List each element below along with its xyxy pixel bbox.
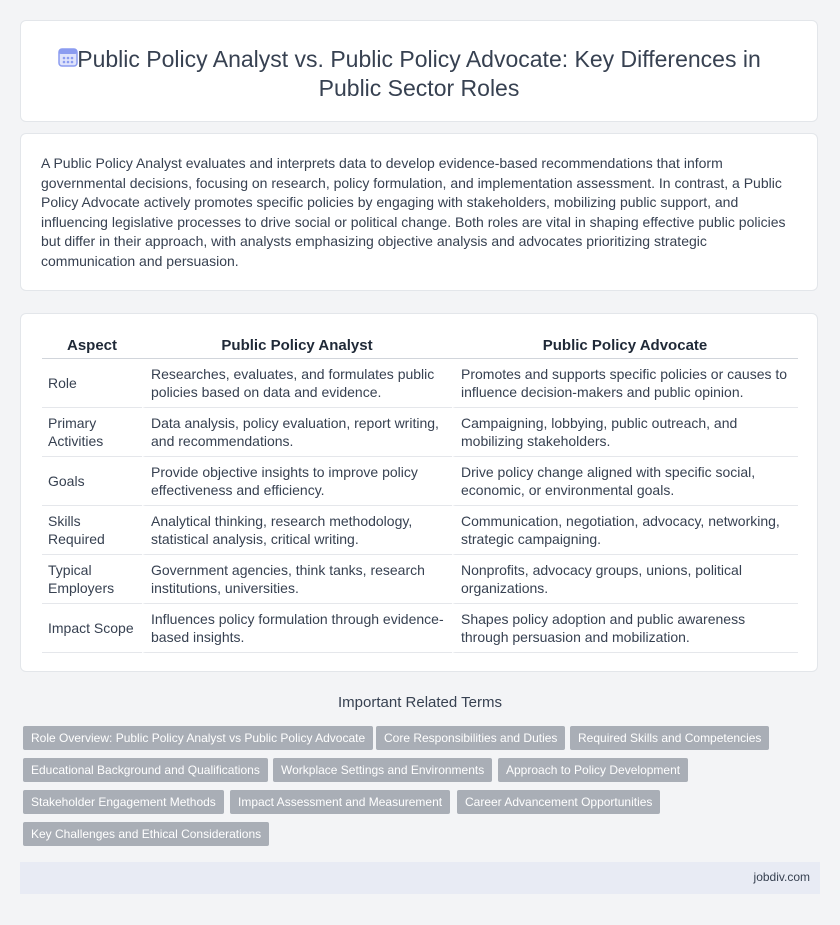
footer-site-link[interactable]: jobdiv.com [753,870,810,884]
comparison-table [42,332,798,653]
related-term-tag[interactable]: Required Skills and Competencies [570,726,769,750]
table-row [42,555,798,604]
intro-card [20,133,818,291]
related-term-tag[interactable]: Core Responsibilities and Duties [376,726,565,750]
aspect-cell: Goals [42,457,142,506]
related-term-tag[interactable]: Workplace Settings and Environments [273,758,492,782]
header-analyst: Public Policy Analyst [142,332,452,359]
page-title: Public Policy Analyst vs. Public Policy Advocate: Key Differences in Public Sector Roles [77,46,761,101]
analyst-cell: Analytical thinking, research methodology, statistical analysis, critical writing. [142,506,452,555]
analyst-cell: Influences policy formulation through evidence-based insights. [142,604,452,653]
aspect-cell: Typical Employers [42,555,142,604]
advocate-cell: Drive policy change aligned with specific social, economic, or environmental goals. [452,457,798,506]
table-row [42,604,798,653]
related-term-tag[interactable]: Stakeholder Engagement Methods [23,790,224,814]
advocate-cell: Campaigning, lobbying, public outreach, and mobilizing stakeholders. [452,408,798,457]
table-row [42,506,798,555]
related-term-tag[interactable]: Educational Background and Qualifications [23,758,268,782]
analyst-cell: Government agencies, think tanks, research institutions, universities. [142,555,452,604]
aspect-cell: Skills Required [42,506,142,555]
footer [20,862,820,894]
title-card [20,20,818,122]
table-header-row [42,332,798,359]
advocate-cell: Promotes and supports specific policies or causes to influence decision-makers and public opinion. [452,359,798,408]
aspect-cell: Primary Activities [42,408,142,457]
related-term-tag[interactable]: Key Challenges and Ethical Considerations [23,822,269,846]
related-term-tag[interactable]: Impact Assessment and Measurement [230,790,450,814]
table-row [42,457,798,506]
comparison-table-card [20,313,818,672]
table-row [42,359,798,408]
advocate-cell: Communication, negotiation, advocacy, networking, strategic campaigning. [452,506,798,555]
analyst-cell: Researches, evaluates, and formulates public policies based on data and evidence. [142,359,452,408]
related-term-tag[interactable]: Approach to Policy Development [498,758,688,782]
related-terms-heading: Important Related Terms [338,694,502,711]
advocate-cell: Shapes policy adoption and public awareness through persuasion and mobilization. [452,604,798,653]
header-advocate: Public Policy Advocate [452,332,798,359]
related-term-tag[interactable]: Career Advancement Opportunities [457,790,660,814]
header-aspect: Aspect [42,332,142,359]
analyst-cell: Data analysis, policy evaluation, report writing, and recommendations. [142,408,452,457]
intro-paragraph: A Public Policy Analyst evaluates and interprets data to develop evidence-based recommendations that inform governmental decisions, focusing on research, policy formulation, and implementation assessment. In contrast, a Public Policy Advocate actively promotes specific policies by engaging with stakeholders, mobilizing public support, and influencing legislative processes to drive social or political change. Both roles are vital in shaping effective public policies but differ in their approach, with analysts emphasizing objective analysis and advocates prioritizing strategic communication and persuasion. [41,155,786,269]
table-row [42,408,798,457]
advocate-cell: Nonprofits, advocacy groups, unions, political organizations. [452,555,798,604]
analyst-cell: Provide objective insights to improve policy effectiveness and efficiency. [142,457,452,506]
aspect-cell: Role [42,359,142,408]
related-term-tag[interactable]: Role Overview: Public Policy Analyst vs Public Policy Advocate [23,726,373,750]
aspect-cell: Impact Scope [42,604,142,653]
